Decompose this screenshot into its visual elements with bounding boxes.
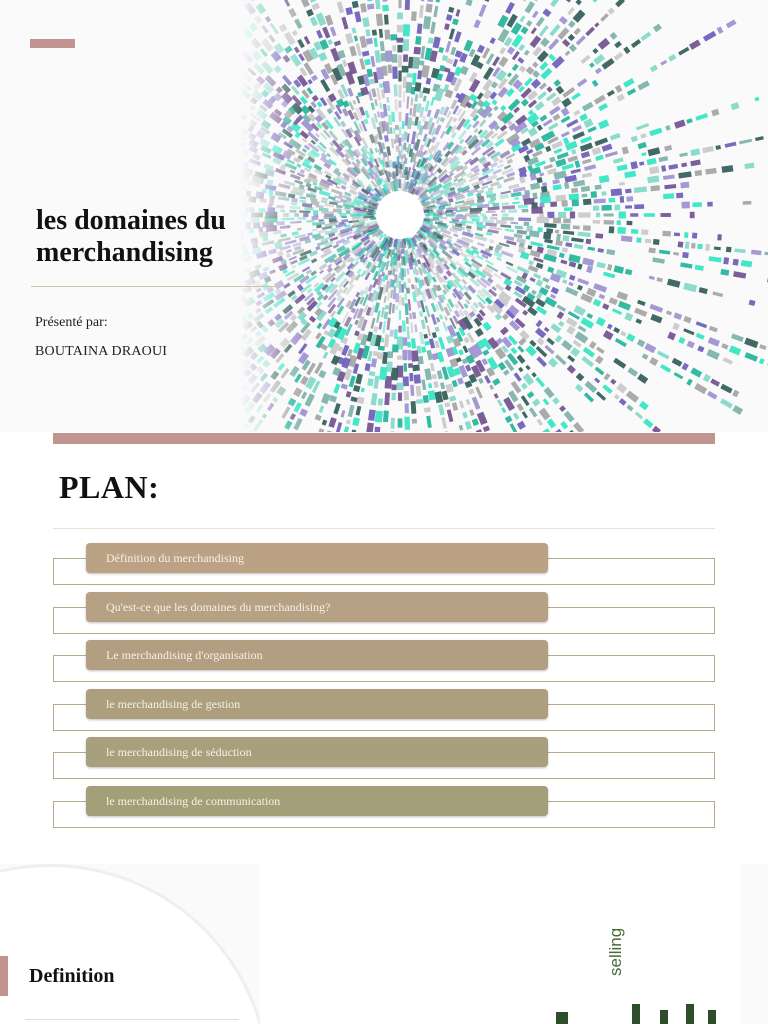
plan-item-label: le merchandising de séduction xyxy=(86,737,548,767)
presenter-label: Présenté par: xyxy=(35,315,108,330)
plan-item-label: Qu'est-ce que les domaines du merchandising? xyxy=(86,592,548,622)
definition-image-panel xyxy=(260,864,740,1024)
image-glyph xyxy=(632,1004,640,1024)
plan-item-label: Le merchandising d'organisation xyxy=(86,640,548,670)
plan-item xyxy=(53,737,715,779)
plan-item-label: Définition du merchandising xyxy=(86,543,548,573)
title-divider xyxy=(31,286,281,287)
definition-accent-bar xyxy=(0,956,8,996)
plan-item-label: le merchandising de gestion xyxy=(86,689,548,719)
plan-item xyxy=(53,543,715,585)
definition-slide xyxy=(0,864,768,1024)
plan-top-bar xyxy=(53,433,715,444)
decorative-arc xyxy=(0,864,270,1024)
plan-divider xyxy=(53,528,715,529)
plan-item xyxy=(53,592,715,634)
data-burst-graphic xyxy=(240,0,768,432)
image-glyph xyxy=(660,1010,668,1024)
image-glyph xyxy=(556,1012,568,1024)
plan-item xyxy=(53,786,715,828)
plan-item-label: le merchandising de communication xyxy=(86,786,548,816)
plan-item xyxy=(53,689,715,731)
plan-slide xyxy=(0,432,768,864)
definition-heading: Definition xyxy=(29,965,115,987)
presentation-title: les domaines du merchandising xyxy=(36,205,226,268)
image-glyph xyxy=(708,1010,716,1024)
title-slide xyxy=(0,0,768,432)
presenter-name: BOUTAINA DRAOUI xyxy=(35,344,168,359)
burst-fade xyxy=(240,0,768,432)
image-word: selling xyxy=(606,927,625,976)
burst-center xyxy=(376,191,424,239)
accent-bar xyxy=(30,39,75,48)
image-glyph xyxy=(686,1004,694,1024)
plan-heading: PLAN: xyxy=(59,469,160,505)
definition-divider xyxy=(25,1019,239,1020)
plan-item xyxy=(53,640,715,682)
